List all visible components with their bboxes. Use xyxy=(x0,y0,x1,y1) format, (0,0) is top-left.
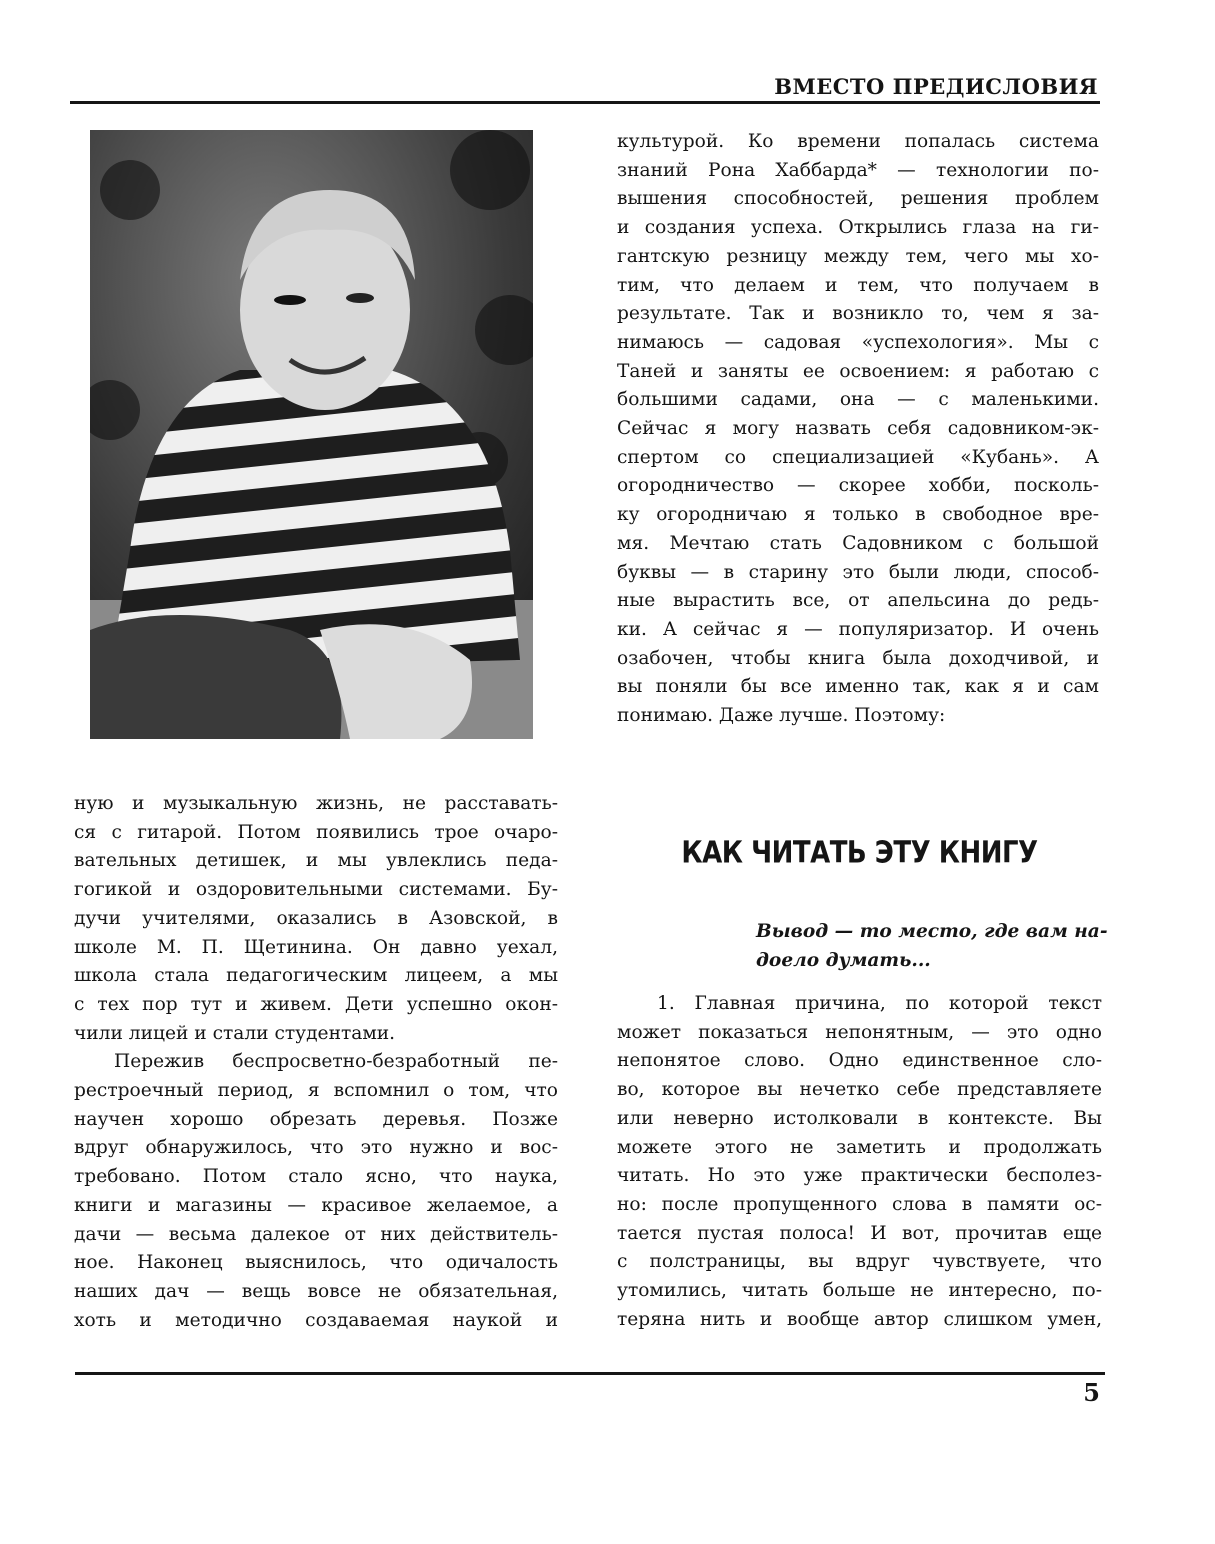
text-line: мя. Мечтаю стать Садовником с большой xyxy=(617,532,1099,554)
text-line: с тех пор тут и живем. Дети успешно окон- xyxy=(74,993,558,1015)
right-column-bottom-text xyxy=(617,990,1102,1334)
text-line: Таней и заняты ее освоением: я работаю с xyxy=(617,360,1099,382)
text-line: во, которое вы нечетко себе представляете xyxy=(617,1079,1102,1101)
text-line: и создания успеха. Открылись глаза на ги- xyxy=(617,217,1099,239)
text-line: спертом со специализацией «Кубань». А xyxy=(617,446,1099,468)
text-line: огородничество — скорее хобби, посколь- xyxy=(617,475,1099,497)
text-line: большими садами, она — с маленькими. xyxy=(617,389,1099,411)
text-line: но: после пропущенного слова в памяти ос- xyxy=(617,1193,1102,1215)
text-line: требовано. Потом стало ясно, что наука, xyxy=(74,1166,558,1188)
text-line: тим, что делаем и тем, что получаем в xyxy=(617,274,1099,296)
text-line: буквы — в старину это были люди, способ- xyxy=(617,561,1099,583)
text-line: ся с гитарой. Потом появились трое очаро- xyxy=(74,821,558,843)
header-rule xyxy=(70,101,1100,104)
footer-rule xyxy=(75,1372,1105,1375)
text-line: школе М. П. Щетинина. Он давно уехал, xyxy=(74,936,558,958)
text-line: вышения способностей, решения проблем xyxy=(617,188,1099,210)
text-line: ное. Наконец выяснилось, что одичалость xyxy=(74,1252,558,1274)
text-line: 1. Главная причина, по которой текст xyxy=(657,993,1102,1014)
text-line: Сейчас я могу назвать себя садовником-эк- xyxy=(617,418,1099,440)
text-line: тается пустая полоса! И вот, прочитав еще xyxy=(617,1222,1102,1244)
text-line: вы поняли бы все именно так, как я и сам xyxy=(617,676,1099,698)
text-line: школа стала педагогическим лицеем, а мы xyxy=(74,965,558,987)
epigraph xyxy=(756,918,1108,975)
text-line: книги и магазины — красивое желаемое, а xyxy=(74,1194,558,1216)
text-line: вательных детишек, и мы увлеклись педа- xyxy=(74,850,558,872)
text-line: можете этого не заметить и продолжать xyxy=(617,1136,1102,1158)
text-line: нимаюсь — садовая «успехология». Мы с xyxy=(617,331,1099,353)
right-column-top-text xyxy=(617,128,1099,731)
text-line: теряна нить и вообще автор слишком умен, xyxy=(617,1308,1102,1330)
text-line: Пережив беспросветно-безработный пе- xyxy=(114,1051,558,1073)
text-line: результате. Так и возникло то, чем я за- xyxy=(617,303,1099,325)
text-line: научен хорошо обрезать деревья. Позже xyxy=(74,1108,558,1130)
page-number: 5 xyxy=(1083,1378,1100,1407)
section-title: КАК ЧИТАТЬ ЭТУ КНИГУ xyxy=(681,836,1038,871)
text-line: хоть и методично создаваемая наукой и xyxy=(74,1309,558,1331)
text-line: знаний Рона Хаббарда* — технологии по- xyxy=(617,159,1099,181)
text-line: наших дач — вещь вовсе не обязательная, xyxy=(74,1280,558,1302)
text-line: ки. А сейчас я — популяризатор. И очень xyxy=(617,618,1099,640)
epigraph-line: Вывод — то место, где вам на- xyxy=(756,921,1108,942)
epigraph-line: доело думать... xyxy=(756,949,931,971)
text-line: культурой. Ко времени попалась система xyxy=(617,131,1099,152)
text-line: озабочен, чтобы книга была доходчивой, и xyxy=(617,647,1099,669)
text-line: непонятое слово. Одно единственное сло- xyxy=(617,1050,1102,1072)
text-line: с полстраницы, вы вдруг чувствуете, что xyxy=(617,1251,1102,1273)
text-line: гогикой и оздоровительными системами. Бу- xyxy=(74,879,558,901)
text-line: ку огородничаю я только в свободное вре- xyxy=(617,504,1099,526)
text-line: дачи — весьма далекое от них действитель- xyxy=(74,1223,558,1245)
text-line: ные вырастить все, от апельсина до редь- xyxy=(617,590,1099,612)
text-line: может показаться непонятным, — это одно xyxy=(617,1021,1102,1043)
portrait-photo xyxy=(90,130,533,739)
text-line: или неверно истолковали в контексте. Вы xyxy=(617,1107,1102,1129)
portrait-photo-icon xyxy=(90,130,533,739)
text-line: утомились, читать больше не интересно, по- xyxy=(617,1280,1102,1302)
text-line: гантскую резницу между тем, чего мы хо- xyxy=(617,245,1099,267)
text-line: читать. Но это уже практически бесполез- xyxy=(617,1165,1102,1187)
text-line: понимаю. Даже лучше. Поэтому: xyxy=(617,705,946,727)
running-header: ВМЕСТО ПРЕДИСЛОВИЯ xyxy=(774,74,1098,99)
text-line: рестроечный период, я вспомнил о том, что xyxy=(74,1080,558,1102)
text-line: ную и музыкальную жизнь, не расставать- xyxy=(74,793,558,814)
text-line: вдруг обнаружилось, что это нужно и вос- xyxy=(74,1137,558,1159)
text-line: чили лицей и стали студентами. xyxy=(74,1022,396,1044)
left-column-bottom-text xyxy=(74,790,558,1335)
text-line: дучи учителями, оказались в Азовской, в xyxy=(74,907,558,929)
